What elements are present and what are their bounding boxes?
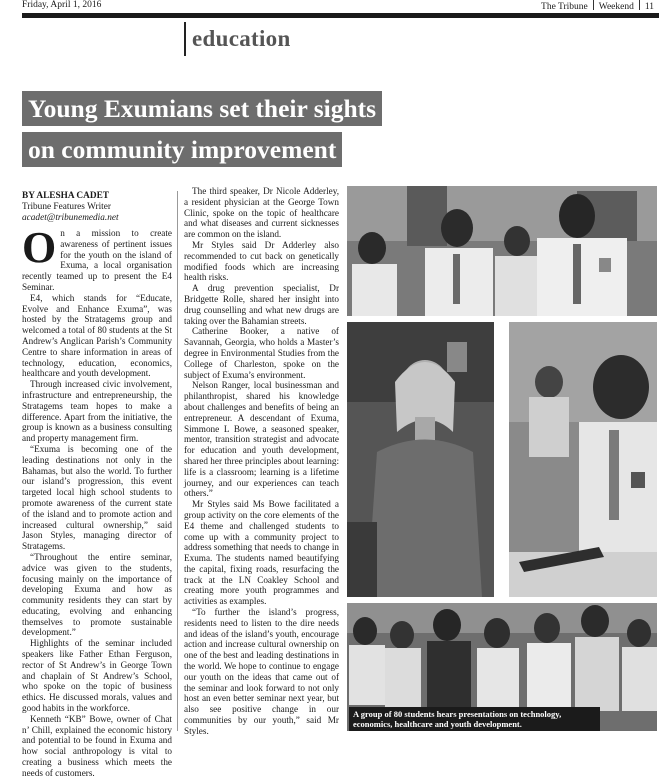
section-label: education: [184, 22, 291, 56]
paper-section-page: [541, 0, 654, 12]
byline-email: acadet@tribunemedia.net: [22, 213, 119, 223]
paper-name: The Tribune: [541, 2, 588, 12]
headline-line-2: on community improvement: [22, 132, 342, 167]
headline-line-1: Young Exumians set their sights: [22, 91, 382, 126]
paragraph-11: Catherine Booker, a native of Savannah, Georgia, who holds a Master’s degree in Environmental Studies from the College of Charleston, spoke on the subject of Exuma’s environment.: [184, 326, 339, 380]
photo-student-writing-image: [509, 322, 657, 597]
byline: [22, 191, 172, 224]
column-divider: [177, 191, 178, 731]
paragraph-9: Mr Styles said Dr Adderley also recommended to cut back on genetically modified foods which are increasing health risks.: [184, 239, 339, 283]
photo-student-writing: [509, 322, 657, 597]
paragraph-2: E4, which stands for “Educate, Evolve and Enhance Exuma”, was hosted by the Stratagems group and welcomed a total of 80 students at the St Andrew’s Anglican Parish’s Community Centre to share information in areas of technology, education, economics, healthcare and youth development.: [22, 292, 172, 379]
running-header: [22, 0, 654, 13]
photo-caption: A group of 80 students hears presentations on technology, economics, healthcare and youth development.: [349, 707, 600, 731]
paragraph-14: “To further the island’s progress, residents need to listen to the dire needs and ideas of the island’s youth, encourage action and increase cultural ownership on one of the best and leading destinations in the world. We hope to continue to engage our youth on the ideas that came out of the seminar and look forward to not only host an even better seminar next year, but also see positive change in our communities by our youth,” said Mr Styles.: [184, 607, 339, 736]
paragraph-3: Through increased civic involvement, infrastructure and entrepreneurship, the Stratagems team hopes to make a difference. Apart from the initiative, the group is known as a business consulting and property management firm.: [22, 379, 172, 444]
paragraph-4: “Exuma is becoming one of the leading destinations not only in the Bahamas, but also the world. To further our island’s progression, this event targeted local high school students to promote awareness of the current state of the island and to promote action and increased cultural ownership,” said Jason Styles, managing director of Stratagems.: [22, 443, 172, 552]
paragraph-6: Highlights of the seminar included speakers like Father Ethan Ferguson, rector of St Andrew’s in George Town and chaplain of St Andrew’s School, who spoke on the topic of business ethics. He discussed morals, values and good habits in the workforce.: [22, 638, 172, 714]
paragraph-10: A drug prevention specialist, Dr Bridgette Rolle, shared her insight into drug counselling and what new drugs are taking over the Bahamian streets.: [184, 283, 339, 326]
byline-role: Tribune Features Writer: [22, 202, 111, 212]
paragraph-12: Nelson Ranger, local businessman and philanthropist, shared his knowledge about challenges and benefits of being an entrepreneur. A descendant of Exuma, Simmone L Bowe, a seasoned speaker, mentor, transition strategist and advocate for education and youth development, shared her three principles about learning: life is a classroom; learning is a lifetime journey, and our experiences can teach others.”: [184, 380, 339, 499]
paragraph-8: The third speaker, Dr Nicole Adderley, a resident physician at the George Town Clinic, spoke on the topic of healthcare and what diseases and current sicknesses are common on the island.: [184, 186, 339, 240]
paragraph-1: On a mission to create awareness of pertinent issues for the youth on the island of Exuma, a local organisation recently teamed up to present the E4 Seminar.: [22, 223, 172, 292]
issue-date: Friday, April 1, 2016: [22, 0, 102, 10]
drop-cap: O: [22, 223, 57, 272]
paragraph-5: “Throughout the entire seminar, advice was given to the students, focusing mainly on the importance of developing Exuma and how as community residents they can start by educating, evolving and enhancing themselves to promote sustainable development.”: [22, 551, 172, 638]
photo-speaker-image: [347, 322, 494, 597]
header-rule: [22, 13, 659, 18]
article-column-2: [184, 186, 339, 737]
article-column-1: [22, 191, 172, 779]
byline-name: BY ALESHA CADET: [22, 191, 109, 201]
photo-students-group: [347, 186, 657, 316]
page-number: 11: [644, 2, 654, 12]
paragraph-7: Kenneth “KB” Bowe, owner of Chat n’ Chill, explained the economic history and potential to be found in Exuma and how social anthropology is vital to creating a business which meets the needs of customers.: [22, 713, 172, 778]
photo-students-group-image: [347, 186, 657, 316]
paragraph-13: Mr Styles said Ms Bowe facilitated a group activity on the core elements of the E4 theme and challenged students to come up with a community project to address something that needs to change in Exuma. The students named beautifying the capital, fixing roads, resurfacing the track at the LN Coakley School and creating more youth programmes and activities as examples.: [184, 499, 339, 607]
photo-speaker: [347, 322, 494, 597]
section-name: Weekend: [598, 2, 634, 12]
